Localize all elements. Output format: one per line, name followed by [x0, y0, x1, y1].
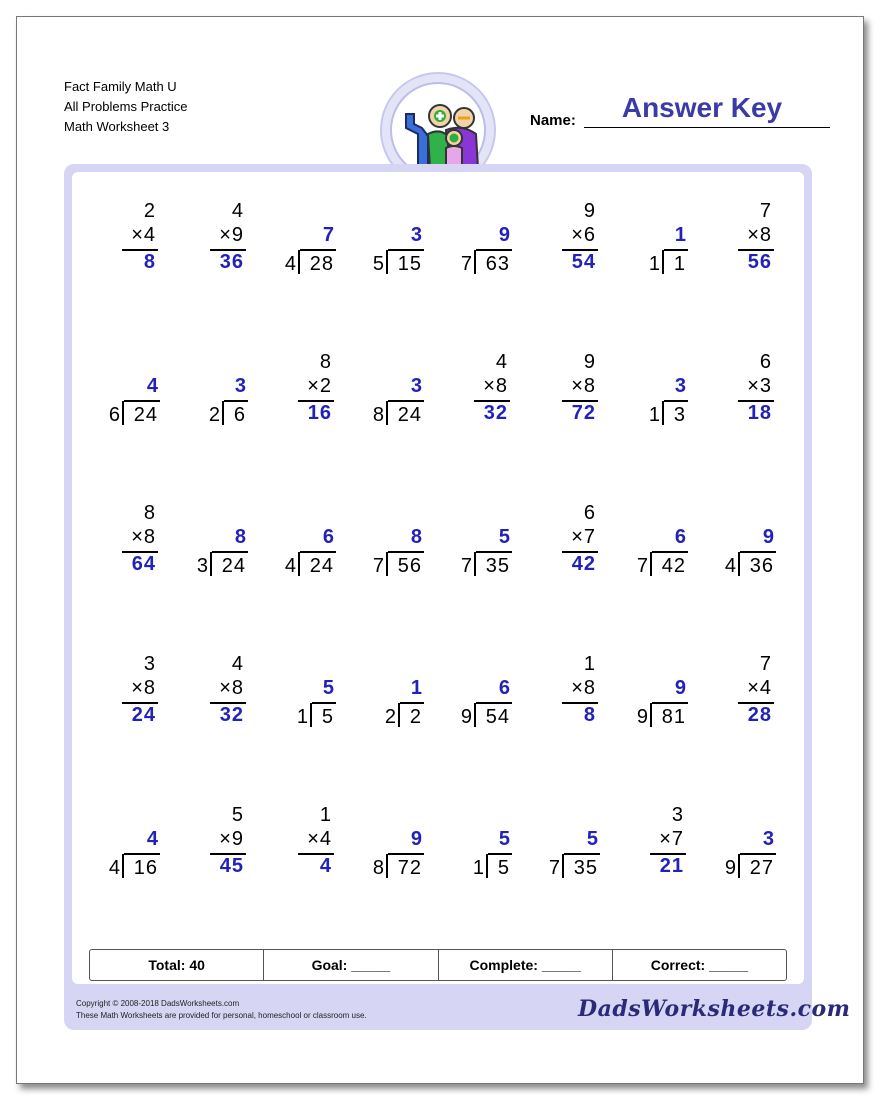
answer: 24 [131, 704, 156, 726]
answer: 5 [498, 526, 510, 548]
answer: 5 [322, 677, 334, 699]
answer: 28 [747, 704, 772, 726]
division-rule [488, 853, 512, 855]
divisor: 7 [460, 253, 472, 275]
division-bar [474, 250, 476, 274]
division-rule [652, 551, 688, 553]
division-rule [476, 551, 512, 553]
problem-2 [174, 199, 254, 289]
answer: 32 [483, 402, 508, 424]
dividend: 63 [485, 253, 510, 275]
divisor: 2 [208, 404, 220, 426]
correct-cell: Correct: _____ [650, 957, 749, 973]
division-bar [298, 552, 300, 576]
answer: 3 [674, 375, 686, 397]
divisor: 7 [636, 555, 648, 577]
dividend: 27 [749, 857, 774, 879]
answer: 3 [234, 375, 246, 397]
dividend: 24 [309, 555, 334, 577]
problem-14 [526, 350, 606, 440]
division-rule [564, 853, 600, 855]
multiplicand: 2 [143, 200, 156, 222]
divisor: 2 [384, 706, 396, 728]
dividend: 6 [233, 404, 246, 426]
dividend: 3 [673, 404, 686, 426]
problem-10 [174, 350, 254, 440]
answer: 5 [586, 828, 598, 850]
copyright-notice [76, 998, 367, 1022]
multiplicand: 6 [759, 351, 772, 373]
problem-21 [438, 501, 518, 591]
problem-27 [262, 652, 342, 742]
multiplicand: 8 [319, 351, 332, 373]
multiplier: ×4 [131, 224, 156, 246]
division-bar [386, 401, 388, 425]
problem-1 [86, 199, 166, 289]
dividend: 5 [497, 857, 510, 879]
dividend: 35 [485, 555, 510, 577]
problem-40 [702, 803, 782, 893]
dividend: 15 [397, 253, 422, 275]
answer: 5 [498, 828, 510, 850]
problem-28 [350, 652, 430, 742]
answer: 3 [410, 375, 422, 397]
problem-29 [438, 652, 518, 742]
answer: 42 [571, 553, 596, 575]
dividend: 72 [397, 857, 422, 879]
problem-30 [526, 652, 606, 742]
problem-5 [438, 199, 518, 289]
division-rule [388, 400, 424, 402]
title-line-1: Fact Family Math U [64, 79, 177, 94]
dividend: 56 [397, 555, 422, 577]
divisor: 4 [284, 253, 296, 275]
division-bar [310, 703, 312, 727]
dividend: 24 [133, 404, 158, 426]
division-rule [476, 702, 512, 704]
divisor: 7 [460, 555, 472, 577]
dividend: 81 [661, 706, 686, 728]
answer: 18 [747, 402, 772, 424]
problem-17 [86, 501, 166, 591]
divisor: 1 [648, 404, 660, 426]
problem-16 [702, 350, 782, 440]
problem-18 [174, 501, 254, 591]
problem-23 [614, 501, 694, 591]
goal-cell: Goal: _____ [264, 950, 438, 980]
problem-9 [86, 350, 166, 440]
score-bar [89, 949, 787, 981]
division-bar [386, 552, 388, 576]
multiplier: ×8 [219, 677, 244, 699]
multiplier: ×8 [483, 375, 508, 397]
problem-35 [262, 803, 342, 893]
division-rule [664, 400, 688, 402]
divisor: 5 [372, 253, 384, 275]
divisor: 1 [648, 253, 660, 275]
division-rule [300, 249, 336, 251]
division-rule [652, 702, 688, 704]
multiplicand: 3 [671, 804, 684, 826]
dividend: 24 [397, 404, 422, 426]
dividend: 1 [673, 253, 686, 275]
division-rule [124, 400, 160, 402]
multiplicand: 7 [759, 200, 772, 222]
problem-32 [702, 652, 782, 742]
division-bar [122, 854, 124, 878]
problem-12 [350, 350, 430, 440]
multiplicand: 5 [231, 804, 244, 826]
problem-15 [614, 350, 694, 440]
answer: 1 [674, 224, 686, 246]
divisor: 9 [636, 706, 648, 728]
answer: 6 [674, 526, 686, 548]
divisor: 3 [196, 555, 208, 577]
answer: 45 [219, 855, 244, 877]
division-rule [300, 551, 336, 553]
problem-37 [438, 803, 518, 893]
division-bar [662, 401, 664, 425]
divisor: 4 [724, 555, 736, 577]
division-bar [386, 854, 388, 878]
problem-26 [174, 652, 254, 742]
multiplier: ×2 [307, 375, 332, 397]
multiplicand: 1 [319, 804, 332, 826]
answer: 6 [322, 526, 334, 548]
name-field [530, 86, 830, 130]
divisor: 4 [284, 555, 296, 577]
division-rule [388, 853, 424, 855]
multiplicand: 9 [583, 200, 596, 222]
answer-key-title: Answer Key [621, 92, 783, 123]
divisor: 1 [472, 857, 484, 879]
dividend: 24 [221, 555, 246, 577]
answer: 8 [583, 704, 596, 726]
usage-line: These Math Worksheets are provided for personal, homeschool or classroom use. [76, 1011, 367, 1020]
complete-cell: Complete: _____ [439, 950, 613, 980]
division-rule [476, 249, 512, 251]
multiplier: ×9 [219, 224, 244, 246]
problem-36 [350, 803, 430, 893]
dividend: 35 [573, 857, 598, 879]
division-rule [212, 551, 248, 553]
problem-34 [174, 803, 254, 893]
multiplicand: 1 [583, 653, 596, 675]
division-bar [298, 250, 300, 274]
multiplier: ×8 [131, 677, 156, 699]
multiplier: ×7 [659, 828, 684, 850]
division-bar [738, 854, 740, 878]
multiplicand: 4 [231, 200, 244, 222]
division-bar [486, 854, 488, 878]
answer: 16 [307, 402, 332, 424]
problem-31 [614, 652, 694, 742]
division-rule [224, 400, 248, 402]
answer: 9 [410, 828, 422, 850]
division-rule [664, 249, 688, 251]
problem-39 [614, 803, 694, 893]
multiplier: ×8 [131, 526, 156, 548]
multiplicand: 4 [495, 351, 508, 373]
problem-6 [526, 199, 606, 289]
title-line-3: Math Worksheet 3 [64, 119, 170, 134]
name-label: Name: [530, 112, 576, 129]
divisor: 4 [108, 857, 120, 879]
worksheet-title [64, 77, 188, 137]
problem-3 [262, 199, 342, 289]
multiplier: ×6 [571, 224, 596, 246]
brand-logo[interactable]: DadsWorksheets.com [578, 996, 851, 1022]
division-rule [312, 702, 336, 704]
problem-4 [350, 199, 430, 289]
dividend: 42 [661, 555, 686, 577]
division-bar [398, 703, 400, 727]
problem-19 [262, 501, 342, 591]
division-rule [388, 551, 424, 553]
multiplicand: 9 [583, 351, 596, 373]
answer: 9 [674, 677, 686, 699]
division-rule [388, 249, 424, 251]
division-rule [400, 702, 424, 704]
division-rule [124, 853, 160, 855]
answer: 7 [322, 224, 334, 246]
divisor: 8 [372, 857, 384, 879]
dividend: 2 [409, 706, 422, 728]
divisor: 1 [296, 706, 308, 728]
division-bar [474, 703, 476, 727]
division-bar [122, 401, 124, 425]
multiplier: ×8 [747, 224, 772, 246]
total-cell: Total: 40 [90, 950, 264, 980]
answer: 9 [498, 224, 510, 246]
answer: 36 [219, 251, 244, 273]
multiplicand: 4 [231, 653, 244, 675]
title-line-2: All Problems Practice [64, 99, 188, 114]
divisor: 7 [372, 555, 384, 577]
multiplier: ×4 [307, 828, 332, 850]
answer: 32 [219, 704, 244, 726]
answer: 4 [146, 828, 158, 850]
divisor: 7 [548, 857, 560, 879]
dividend: 5 [321, 706, 334, 728]
dividend: 16 [133, 857, 158, 879]
answer: 8 [143, 251, 156, 273]
answer: 56 [747, 251, 772, 273]
dividend: 36 [749, 555, 774, 577]
copyright-line: Copyright © 2008-2018 DadsWorksheets.com [76, 999, 240, 1008]
division-bar [474, 552, 476, 576]
answer: 3 [410, 224, 422, 246]
answer: 72 [571, 402, 596, 424]
division-bar [562, 854, 564, 878]
multiplier: ×4 [747, 677, 772, 699]
division-bar [210, 552, 212, 576]
problem-8 [702, 199, 782, 289]
multiplier: ×9 [219, 828, 244, 850]
division-bar [662, 250, 664, 274]
answer: 21 [659, 855, 684, 877]
answer: 8 [234, 526, 246, 548]
problem-13 [438, 350, 518, 440]
answer: 3 [762, 828, 774, 850]
answer: 9 [762, 526, 774, 548]
division-rule [740, 551, 776, 553]
answer: 54 [571, 251, 596, 273]
multiplier: ×8 [571, 375, 596, 397]
name-underline [584, 127, 830, 128]
dividend: 28 [309, 253, 334, 275]
multiplicand: 6 [583, 502, 596, 524]
division-bar [738, 552, 740, 576]
problem-7 [614, 199, 694, 289]
divisor: 8 [372, 404, 384, 426]
answer: 8 [410, 526, 422, 548]
dividend: 54 [485, 706, 510, 728]
multiplier: ×7 [571, 526, 596, 548]
multiplicand: 3 [143, 653, 156, 675]
problem-24 [702, 501, 782, 591]
problem-38 [526, 803, 606, 893]
multiplicand: 7 [759, 653, 772, 675]
problem-11 [262, 350, 342, 440]
problem-20 [350, 501, 430, 591]
division-bar [650, 703, 652, 727]
multiplier: ×3 [747, 375, 772, 397]
problem-22 [526, 501, 606, 591]
problem-33 [86, 803, 166, 893]
answer: 1 [410, 677, 422, 699]
answer: 64 [131, 553, 156, 575]
divisor: 9 [460, 706, 472, 728]
answer: 6 [498, 677, 510, 699]
division-bar [650, 552, 652, 576]
divisor: 9 [724, 857, 736, 879]
divisor: 6 [108, 404, 120, 426]
multiplicand: 8 [143, 502, 156, 524]
answer: 4 [319, 855, 332, 877]
division-bar [386, 250, 388, 274]
problem-25 [86, 652, 166, 742]
answer: 4 [146, 375, 158, 397]
division-bar [222, 401, 224, 425]
multiplier: ×8 [571, 677, 596, 699]
division-rule [740, 853, 776, 855]
